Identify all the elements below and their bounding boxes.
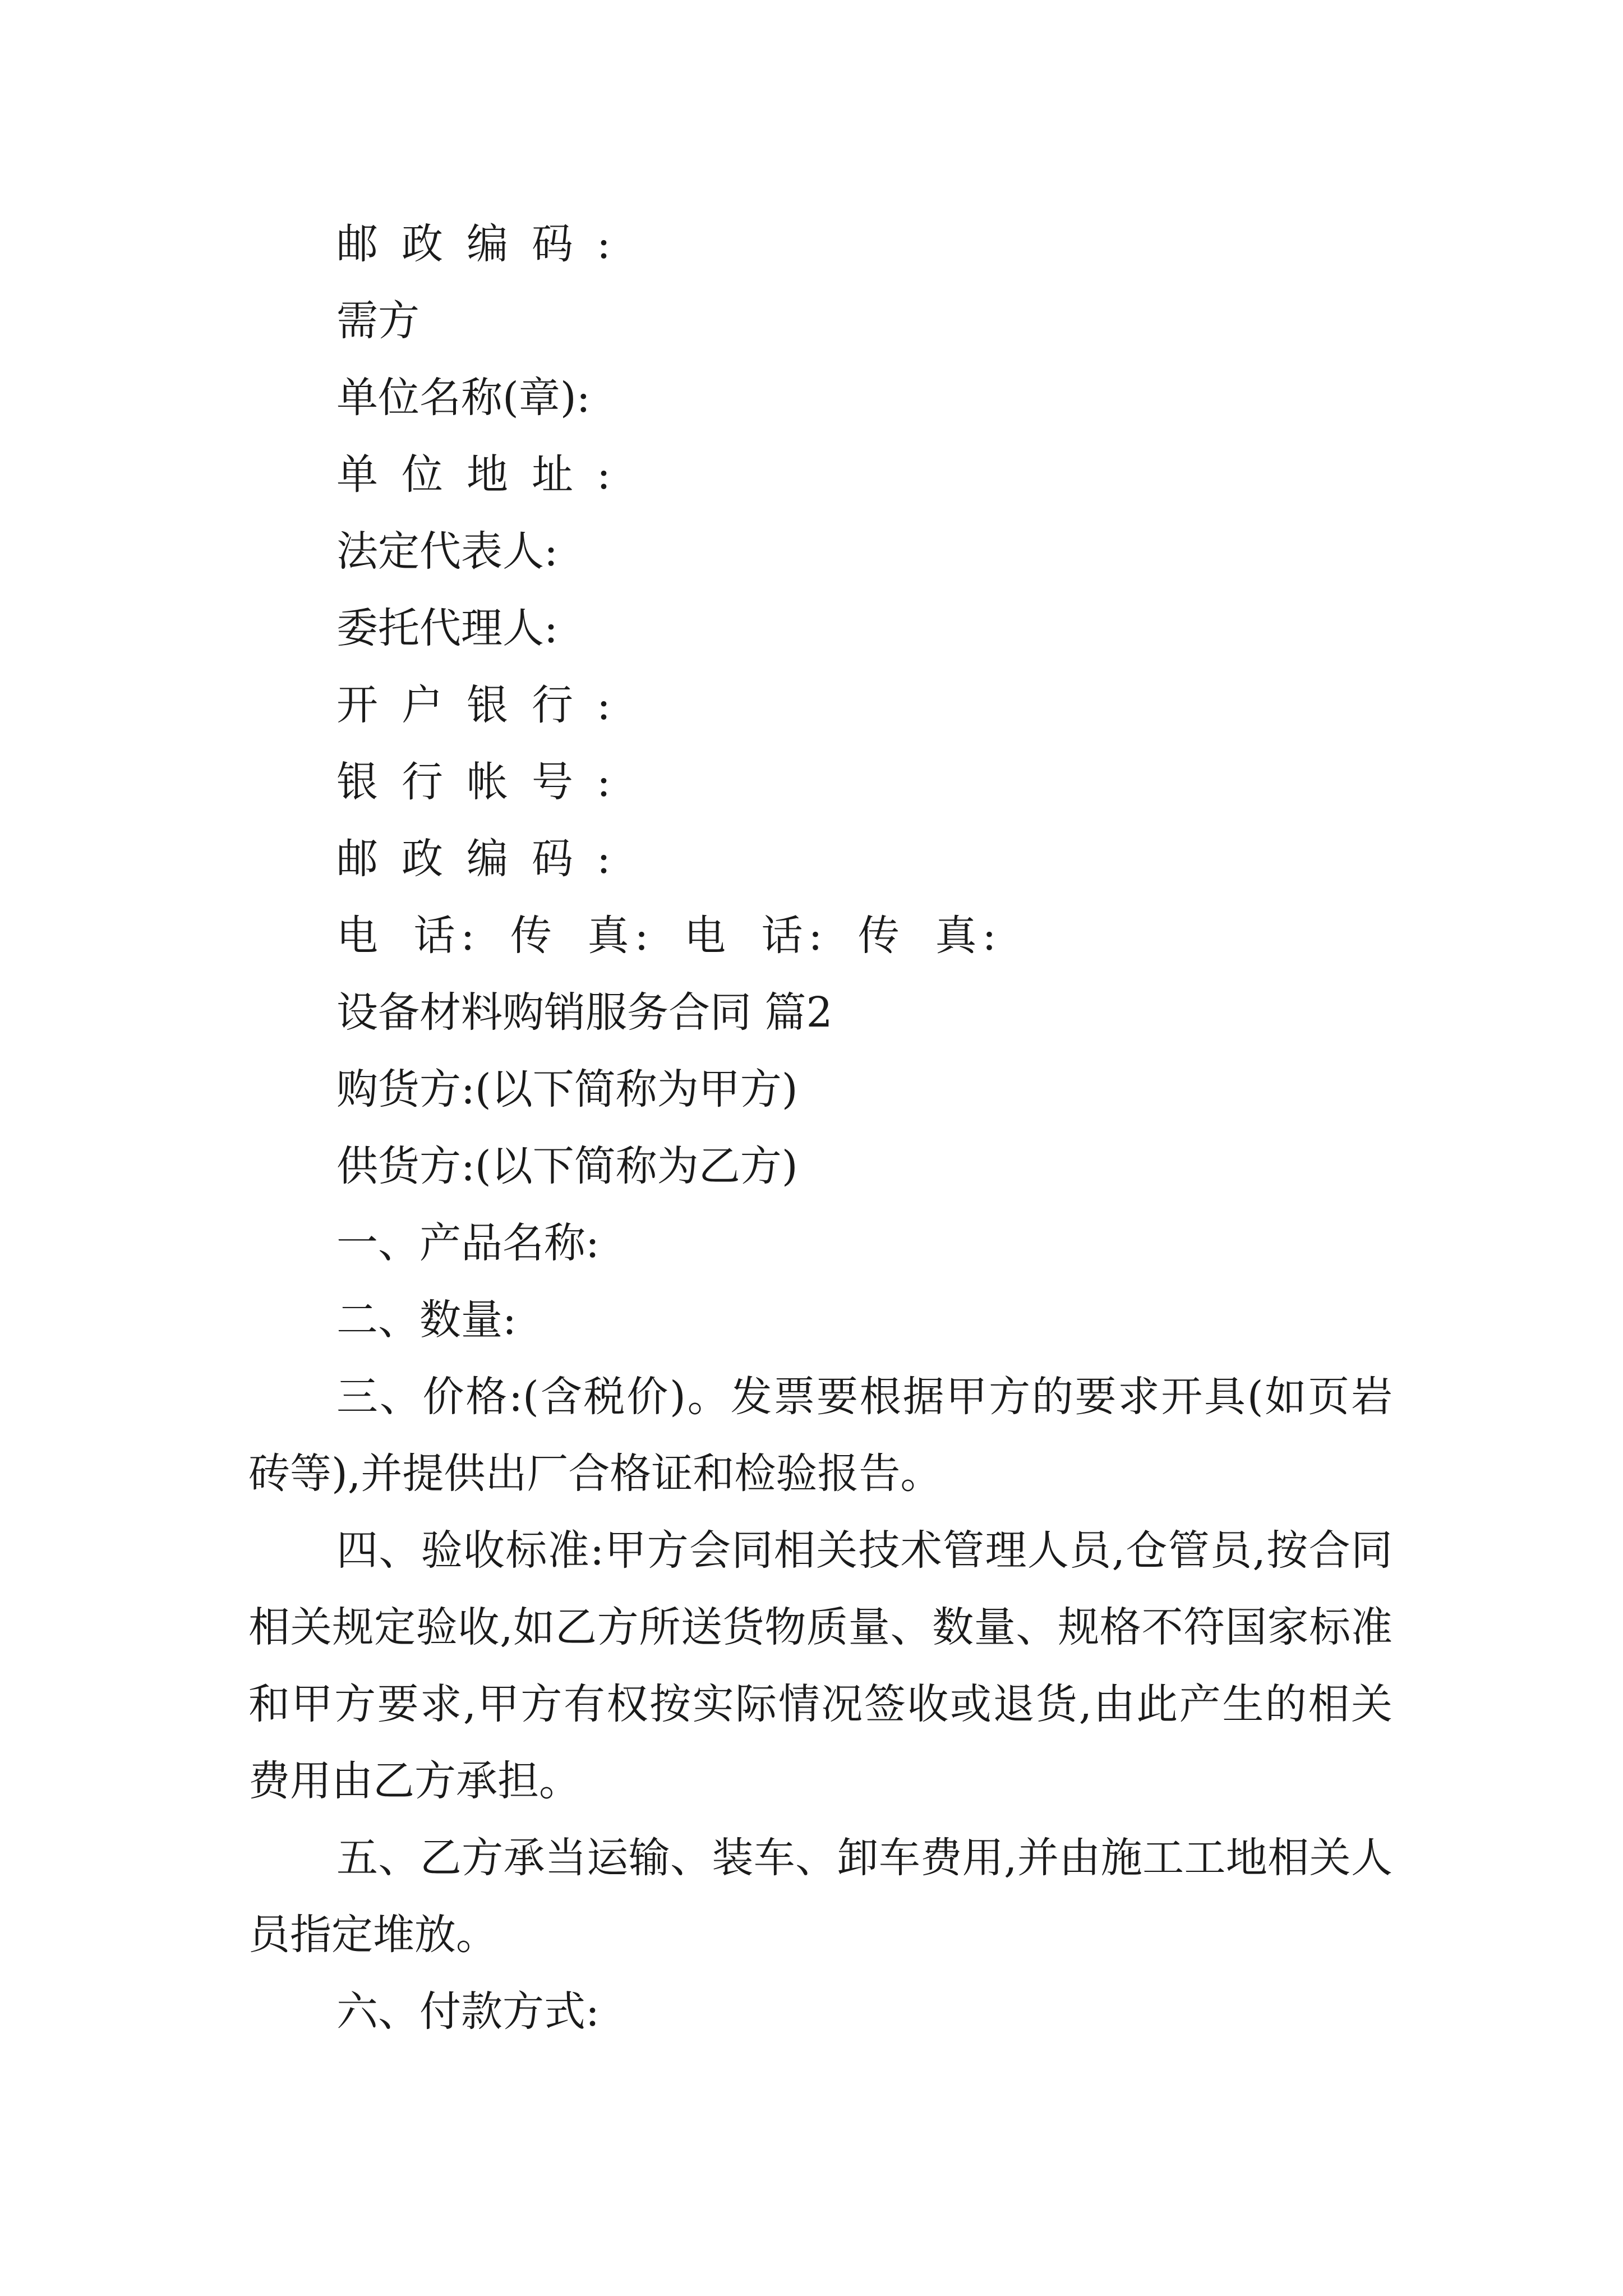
buyer-bank-label: 开户银行:: [336, 681, 634, 729]
clause-acceptance-standard: 四、验收标准:甲方会同相关技术管理人员,仓管员,按合同相关规定验收,如乙方所送货物质量、数量、规格不符国家标准和甲方要求,甲方有权按实际情况签收或退货,由此产生的相关费用由乙方承担。: [248, 1526, 1393, 1805]
buyer-postal-code-label: 邮政编码:: [336, 835, 634, 883]
clause-product-name: 一、产品名称:: [336, 1219, 600, 1267]
buyer-legal-representative-label: 法定代表人:: [336, 527, 558, 576]
clause-transport: 五、乙方承当运输、装车、卸车费用,并由施工工地相关人员指定堆放。: [248, 1834, 1393, 1959]
phone-fax-row: 电 话: 传 真: 电 话: 传 真:: [336, 912, 1002, 960]
purchaser-line: 购货方:(以下简称为甲方): [336, 1065, 798, 1114]
seller-postal-code-label: 邮政编码:: [336, 220, 634, 268]
buyer-account-number-label: 银行帐号:: [336, 758, 634, 806]
supplier-line: 供货方:(以下简称为乙方): [336, 1142, 798, 1190]
contract-title-part2: 设备材料购销服务合同 篇2: [336, 988, 833, 1037]
buyer-address-label: 单位地址:: [336, 450, 634, 499]
clause-payment-method: 六、付款方式:: [336, 1987, 600, 2036]
clause-price: 三、价格:(含税价)。发票要根据甲方的要求开具(如页岩砖等),并提供出厂合格证和检验报告。: [248, 1373, 1393, 1498]
buyer-company-name-label: 单位名称(章):: [336, 374, 591, 422]
buyer-authorized-agent-label: 委托代理人:: [336, 604, 558, 652]
buyer-heading: 需方: [336, 297, 419, 345]
clause-quantity: 二、数量:: [336, 1296, 517, 1344]
